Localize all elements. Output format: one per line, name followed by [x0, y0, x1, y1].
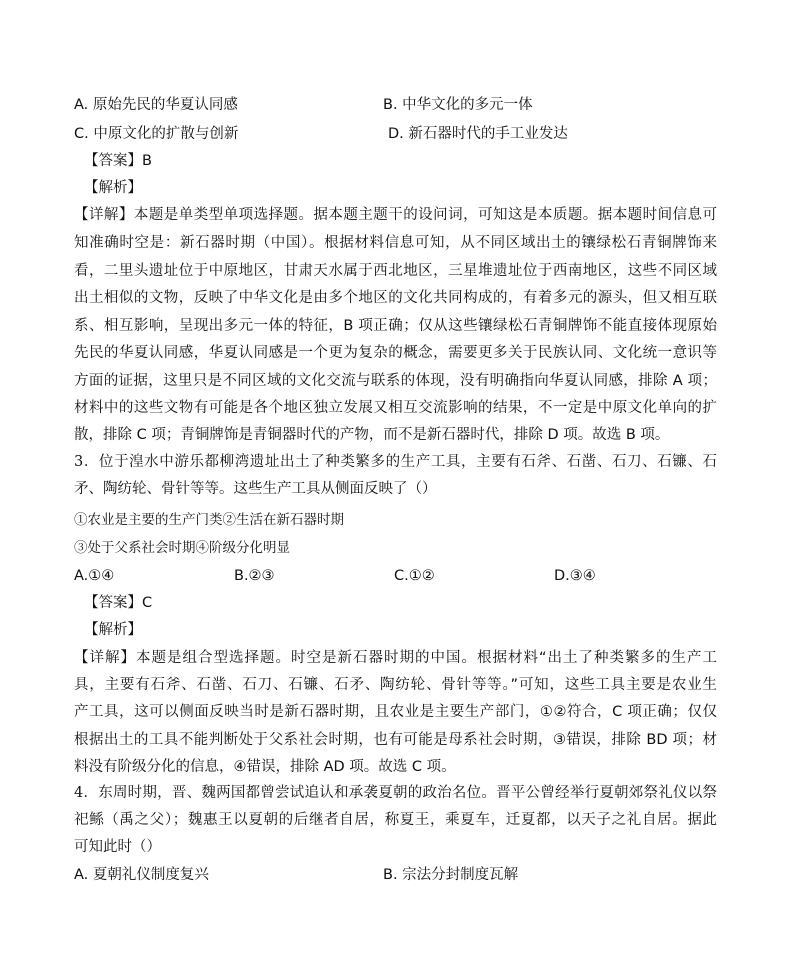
q2-detail-line: 系、相互影响，呈现出多元一体的特征，B 项正确；仅从这些镶绿松石青铜牌饰不能直接体现原始 — [74, 318, 717, 334]
q2-detail-line: 方面的证据，这里只是不同区域的文化交流与联系的体现，没有明确指向华夏认同感，排除 A 项； — [74, 373, 717, 389]
q4-stem-line: 祀鲧（禹之父）；魏惠王以夏朝的后继者自居，称夏王，乘夏车，迁夏都，以天子之礼自居。据此 — [74, 812, 717, 828]
q2-detail-line: 【详解】本题是单类型单项选择题。据本题主题干的设问词，可知这是本质题。据本题时间信息可 — [74, 207, 717, 223]
q3-statement: ①农业是主要的生产门类②生活在新石器时期 — [74, 512, 344, 528]
q3-detail-line: 产工具，这可以侧面反映当时是新石器时期，且农业是主要生产部门，①②符合，C 项正确；仅仅 — [74, 704, 717, 720]
q3-detail-line: 【详解】本题是组合型选择题。时空是新石器时期的中国。根据材料“出土了种类繁多的生产工 — [74, 650, 717, 666]
q2-option-a: A. 原始先民的华夏认同感 — [74, 97, 238, 113]
q2-option-c: C. 中原文化的扩散与创新 — [74, 126, 239, 142]
q2-detail-line: 看，二里头遗址位于中原地区，甘肃天水属于西北地区，三星堆遗址位于西南地区，这些不同区域 — [74, 263, 717, 279]
q3-option-a: A.①④ — [74, 568, 115, 584]
q2-option-b: B. 中华文化的多元一体 — [383, 97, 533, 113]
q3-statement: ③处于父系社会时期④阶级分化明显 — [74, 540, 290, 556]
q4-option-b: B. 宗法分封制度瓦解 — [383, 867, 519, 883]
q3-option-b: B.②③ — [234, 568, 275, 584]
q3-stem-line: 3．位于湟水中游乐都柳湾遗址出土了种类繁多的生产工具，主要有石斧、石凿、石刀、石镰、石 — [74, 454, 717, 470]
q3-stem-line: 矛、陶纺轮、骨针等等。这些生产工具从侧面反映了（） — [74, 481, 437, 497]
q3-option-c: C.①② — [394, 568, 435, 584]
q3-detail-line: 具，主要有石斧、石凿、石刀、石镰、石矛、陶纺轮、骨针等等。”可知，这些工具主要是农业生 — [74, 677, 717, 693]
q2-detail-line: 先民的华夏认同感，华夏认同感是一个更为复杂的概念，需要更多关于民族认同、文化统一意识等 — [74, 345, 717, 361]
q3-detail-line: 根据出土的工具不能判断处于父系社会时期，也有可能是母系社会时期，③错误，排除 BD 项；材 — [74, 732, 717, 748]
q4-option-a: A. 夏朝礼仪制度复兴 — [74, 867, 209, 883]
q2-detail-line: 知准确时空是：新石器时期（中国）。根据材料信息可知，从不同区域出土的镶绿松石青铜牌饰来 — [74, 235, 717, 251]
q4-stem-line: 可知此时（） — [74, 839, 161, 855]
q2-detail-line: 材料中的这些文物有可能是各个地区独立发展又相互交流影响的结果，不一定是中原文化单向的扩 — [74, 400, 717, 416]
q2-detail-line: 出土相似的文物，反映了中华文化是由多个地区的文化共同构成的，有着多元的源头，但又相互联 — [74, 290, 717, 306]
q2-answer: 【答案】B — [84, 153, 152, 169]
q4-stem-line: 4．东周时期，晋、魏两国都曾尝试追认和承袭夏朝的政治名位。晋平公曾经举行夏朝郊祭礼仪以祭 — [74, 785, 717, 801]
q2-detail-line: 散，排除 C 项；青铜牌饰是青铜器时代的产物，而不是新石器时代，排除 D 项。故选 B 项。 — [74, 427, 670, 443]
q3-analysis-label: 【解析】 — [84, 622, 142, 638]
q3-answer: 【答案】C — [84, 595, 153, 611]
q2-analysis-label: 【解析】 — [84, 180, 142, 196]
q2-option-d: D. 新石器时代的手工业发达 — [388, 126, 568, 142]
q3-detail-line: 料没有阶级分化的信息，④错误，排除 AD 项。故选 C 项。 — [74, 759, 456, 775]
q3-option-d: D.③④ — [554, 568, 596, 584]
